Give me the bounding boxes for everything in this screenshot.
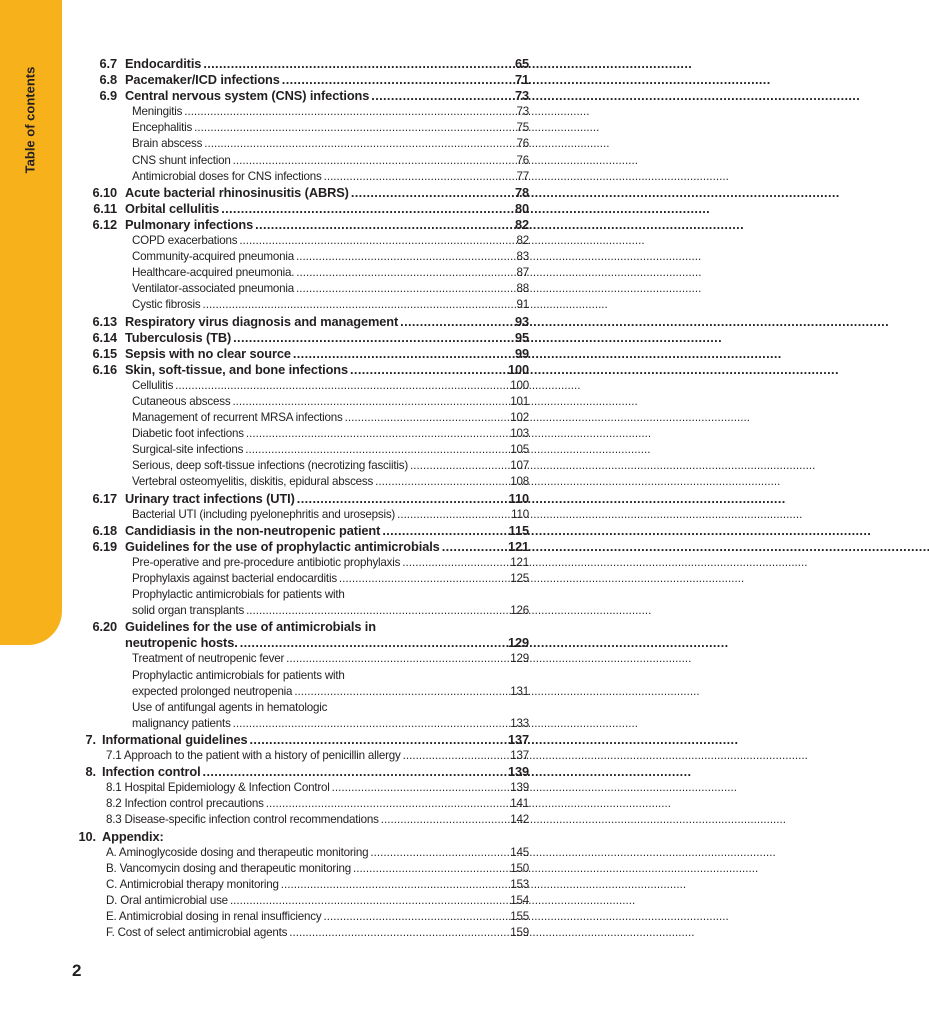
toc-entry[interactable] xyxy=(0,330,529,346)
dot-leader xyxy=(294,684,508,700)
toc-entry[interactable] xyxy=(0,281,529,297)
toc-entry[interactable] xyxy=(0,523,529,539)
toc-page-number: 107 xyxy=(510,459,529,473)
toc-entry[interactable] xyxy=(0,555,529,571)
dot-leader xyxy=(410,458,508,474)
toc-page-number: 110 xyxy=(508,490,529,506)
toc-entry-title: Healthcare-acquired pneumonia. xyxy=(132,266,295,280)
toc-page-number: 76 xyxy=(516,137,529,151)
toc-entry-title: Meningitis xyxy=(132,105,183,119)
toc-page-number: 82 xyxy=(514,216,529,232)
toc-entry[interactable] xyxy=(0,314,529,330)
toc-entry-title: Ventilator-associated pneumonia xyxy=(132,282,295,296)
toc-page-number: 102 xyxy=(510,411,529,425)
toc-page-number: 87 xyxy=(516,266,529,280)
toc-entry-title: 8.1 Hospital Epidemiology & Infection Control xyxy=(106,781,330,795)
toc-entry[interactable] xyxy=(0,426,529,442)
toc-entry[interactable] xyxy=(0,700,529,716)
toc-entry[interactable] xyxy=(0,88,529,104)
toc-entry[interactable] xyxy=(0,442,529,458)
toc-page-number: 137 xyxy=(507,731,529,747)
dot-leader xyxy=(345,410,509,426)
toc-page-number: 108 xyxy=(510,475,529,489)
dot-leader xyxy=(246,426,508,442)
toc-entry[interactable] xyxy=(0,780,529,796)
toc-entry-title: Prophylactic antimicrobials for patients with xyxy=(132,668,345,682)
toc-entry-title: Prophylaxis against bacterial endocarditis xyxy=(132,572,337,585)
toc-entry-title: Cystic fibrosis xyxy=(132,298,201,312)
toc-section-number: 6.11 xyxy=(93,200,117,216)
dot-leader xyxy=(382,523,506,539)
toc-entry-title: Treatment of neutropenic fever xyxy=(132,652,285,666)
toc-entry-title: Antimicrobial doses for CNS infections xyxy=(132,169,322,183)
toc-entry-title: C. Antimicrobial therapy monitoring xyxy=(106,877,279,891)
side-tab-label: Table of contents xyxy=(22,66,38,174)
toc-entry[interactable] xyxy=(0,764,529,780)
toc-entry-title: 7.1 Approach to the patient with a history of penicillin allergy xyxy=(106,749,401,763)
dot-leader xyxy=(403,748,509,764)
toc-entry-title: Cutaneous abscess xyxy=(132,394,231,408)
toc-page-number: 73 xyxy=(514,88,529,104)
dot-leader xyxy=(203,764,506,780)
toc-page-number: 100 xyxy=(510,378,529,392)
dot-leader xyxy=(351,185,513,201)
toc-entry[interactable] xyxy=(0,56,529,72)
toc-page-number: 77 xyxy=(516,169,529,183)
toc-entry[interactable] xyxy=(0,539,529,555)
toc-page-number: 133 xyxy=(510,716,529,730)
toc-entry[interactable] xyxy=(0,587,529,603)
toc-entry[interactable] xyxy=(0,72,529,88)
toc-entry[interactable] xyxy=(0,861,529,877)
dot-leader xyxy=(375,474,508,490)
toc-page-number: 142 xyxy=(510,813,529,827)
toc-entry[interactable] xyxy=(0,265,529,281)
toc-page-number: 76 xyxy=(516,153,529,167)
toc-entry[interactable] xyxy=(0,619,529,635)
toc-page-number: 141 xyxy=(510,797,529,811)
toc-page-number: 100 xyxy=(507,361,529,377)
dot-leader xyxy=(240,635,506,651)
toc-entry-title: Tuberculosis (TB) xyxy=(125,329,232,345)
toc-entry-title: Prophylactic antimicrobials for patients with xyxy=(132,588,345,602)
toc-section-number: 10. xyxy=(78,828,96,844)
toc-entry-title: Candidiasis in the non-neutropenic patient xyxy=(125,522,381,538)
dot-leader xyxy=(203,56,513,72)
dot-leader xyxy=(221,201,513,217)
toc-page-number: 80 xyxy=(514,200,529,216)
toc-entry-title: expected prolonged neutropenia xyxy=(132,684,293,698)
toc-page-number: 101 xyxy=(510,394,529,408)
dot-leader xyxy=(233,716,509,732)
dot-leader xyxy=(194,120,514,136)
toc-entry[interactable] xyxy=(0,169,529,185)
toc-entry[interactable] xyxy=(0,603,529,619)
toc-section-number: 6.15 xyxy=(92,345,117,361)
toc-page-number: 159 xyxy=(510,926,529,940)
toc-page-number: 82 xyxy=(516,234,529,248)
toc-page-number: 129 xyxy=(510,652,529,666)
toc-entry-title: neutropenic hosts. xyxy=(125,635,238,651)
toc-entry[interactable] xyxy=(0,201,529,217)
toc-entry[interactable] xyxy=(0,362,529,378)
dot-leader xyxy=(175,378,508,394)
toc-page-number: 110 xyxy=(511,507,529,521)
toc-entry[interactable] xyxy=(0,668,529,684)
dot-leader xyxy=(370,845,508,861)
toc-entry-title: Guidelines for the use of antimicrobials in xyxy=(125,619,376,635)
toc-entry-title: E. Antimicrobial dosing in renal insufficiency xyxy=(106,909,322,923)
toc-page-number: 129 xyxy=(507,635,529,651)
toc-page-number: 93 xyxy=(514,313,529,329)
toc-entry-title: Orbital cellulitis xyxy=(125,200,220,216)
toc-section-number: 6.20 xyxy=(92,619,117,635)
dot-leader xyxy=(332,780,509,796)
toc-page-number: 105 xyxy=(510,443,529,457)
dot-leader xyxy=(350,362,506,378)
toc-page-number: 78 xyxy=(514,184,529,200)
dot-leader xyxy=(371,88,513,104)
toc-entry-title: Guidelines for the use of prophylactic antimicrobials xyxy=(125,538,440,554)
toc-section-number: 6.13 xyxy=(92,313,117,329)
dot-leader xyxy=(203,297,515,313)
dot-leader xyxy=(245,442,508,458)
dot-leader xyxy=(402,555,508,571)
dot-leader xyxy=(184,104,514,120)
toc-entry-title: Pulmonary infections xyxy=(125,216,254,232)
toc-entry-title: Pre-operative and pre-procedure antibiotic prophylaxis xyxy=(132,555,401,569)
toc-page-number: 73 xyxy=(516,105,529,119)
toc-page-number: 115 xyxy=(508,522,529,538)
toc-page-number: 65 xyxy=(514,56,529,71)
toc-entry-title: Diabetic foot infections xyxy=(132,427,244,441)
toc-entry-title: Respiratory virus diagnosis and management xyxy=(125,313,399,329)
dot-leader xyxy=(239,233,514,249)
toc-entry-title: CNS shunt infection xyxy=(132,153,231,167)
toc-section-number: 6.16 xyxy=(92,361,117,377)
toc-entry[interactable] xyxy=(0,410,529,426)
toc-entry[interactable] xyxy=(0,394,529,410)
toc-section-number: 6.8 xyxy=(99,72,117,88)
dot-leader xyxy=(282,72,513,88)
dot-leader xyxy=(381,812,509,828)
dot-leader xyxy=(246,603,508,619)
toc-entry[interactable] xyxy=(0,233,529,249)
dot-leader xyxy=(324,169,515,185)
toc-entry[interactable] xyxy=(0,925,529,941)
toc-entry[interactable] xyxy=(0,571,529,587)
toc-page-number: 139 xyxy=(507,764,529,780)
toc-entry[interactable] xyxy=(0,378,529,394)
toc-entry[interactable] xyxy=(0,651,529,667)
toc-entry-title: Infection control xyxy=(102,764,201,780)
toc-section-number: 6.12 xyxy=(92,216,117,232)
dot-leader xyxy=(324,909,509,925)
toc-page-number: 71 xyxy=(514,72,529,88)
toc-entry[interactable] xyxy=(0,796,529,812)
dot-leader xyxy=(266,796,509,812)
dot-leader xyxy=(296,281,514,297)
toc-entry-title: Skin, soft-tissue, and bone infections xyxy=(125,361,349,377)
toc-entry[interactable] xyxy=(0,909,529,925)
toc-entry-title: Cellulitis xyxy=(132,378,174,392)
toc-entry-title: Bacterial UTI (including pyelonephritis and urosepsis) xyxy=(132,507,396,521)
toc-entry[interactable] xyxy=(0,845,529,861)
toc-entry[interactable] xyxy=(0,297,529,313)
toc-entry[interactable] xyxy=(0,748,529,764)
toc-entry-title: Central nervous system (CNS) infections xyxy=(125,88,370,104)
toc-entry-title: D. Oral antimicrobial use xyxy=(106,893,228,907)
toc-entry[interactable] xyxy=(0,491,529,507)
toc-page-number: 99 xyxy=(514,345,529,361)
toc-entry-title: Endocarditis xyxy=(125,56,202,71)
toc-page-number: 126 xyxy=(510,604,529,618)
toc-entry-title: Appendix: xyxy=(102,828,164,844)
toc-page-number: 153 xyxy=(510,877,529,891)
toc-entry-title: solid organ transplants xyxy=(132,604,245,618)
table-of-contents xyxy=(0,56,638,941)
toc-section-number: 6.10 xyxy=(92,184,117,200)
toc-page-number: 95 xyxy=(514,329,529,345)
toc-section-number: 8. xyxy=(85,764,96,780)
toc-entry-title: Serious, deep soft-tissue infections (necrotizing fasciitis) xyxy=(132,459,409,473)
dot-leader xyxy=(296,249,515,265)
toc-entry-title: Surgical-site infections xyxy=(132,443,244,457)
toc-section-number: 6.14 xyxy=(92,329,117,345)
dot-leader xyxy=(255,217,513,233)
toc-entry-title: Pacemaker/ICD infections xyxy=(125,72,280,88)
dot-leader xyxy=(339,571,508,587)
toc-entry[interactable] xyxy=(0,458,529,474)
toc-entry[interactable] xyxy=(0,635,529,651)
dot-leader xyxy=(250,732,506,748)
toc-page-number: 103 xyxy=(510,427,529,441)
toc-section-number: 6.18 xyxy=(92,522,117,538)
dot-leader xyxy=(397,507,509,523)
toc-entry-title: Management of recurrent MRSA infections xyxy=(132,411,343,425)
toc-entry-title: 8.2 Infection control precautions xyxy=(106,797,264,811)
toc-section-number: 6.9 xyxy=(99,88,117,104)
dot-leader xyxy=(297,491,507,507)
dot-leader xyxy=(233,330,513,346)
dot-leader xyxy=(204,136,514,152)
toc-page-number: 125 xyxy=(510,572,529,585)
toc-entry-title: Acute bacterial rhinosinusitis (ABRS) xyxy=(125,184,349,200)
toc-page-number: 155 xyxy=(510,909,529,923)
toc-page-number: 88 xyxy=(516,282,529,296)
toc-section-number: 7. xyxy=(85,731,96,747)
toc-entry-title: Informational guidelines xyxy=(102,731,248,747)
toc-entry-title: Urinary tract infections (UTI) xyxy=(125,490,295,506)
toc-page-number: 137 xyxy=(510,749,529,763)
toc-entry[interactable] xyxy=(0,153,529,169)
toc-page-number: 131 xyxy=(510,684,529,698)
dot-leader xyxy=(289,925,508,941)
toc-entry-title: malignancy patients xyxy=(132,716,231,730)
toc-page-number: 139 xyxy=(510,781,529,795)
toc-entry[interactable] xyxy=(0,716,529,732)
toc-page-number: 121 xyxy=(510,555,529,569)
dot-leader xyxy=(353,861,508,877)
toc-entry-title: Encephalitis xyxy=(132,121,193,135)
dot-leader xyxy=(281,877,508,893)
dot-leader xyxy=(293,346,513,362)
toc-entry-title: Community-acquired pneumonia xyxy=(132,250,294,264)
toc-entry[interactable] xyxy=(0,877,529,893)
dot-leader xyxy=(286,651,508,667)
toc-page-number: 75 xyxy=(516,121,529,135)
toc-entry[interactable] xyxy=(0,120,529,136)
toc-entry[interactable] xyxy=(0,249,529,265)
dot-leader xyxy=(400,314,513,330)
toc-section-number: 6.19 xyxy=(92,538,117,554)
toc-page-number: 121 xyxy=(507,538,529,554)
toc-entry[interactable] xyxy=(0,829,529,845)
toc-entry-title: F. Cost of select antimicrobial agents xyxy=(106,926,288,940)
dot-leader xyxy=(296,265,514,281)
toc-page-number: 83 xyxy=(516,250,529,264)
toc-section-number: 6.7 xyxy=(99,56,117,71)
toc-entry[interactable] xyxy=(0,812,529,828)
toc-entry-title: 8.3 Disease-specific infection control recommendations xyxy=(106,813,379,827)
toc-entry-title: COPD exacerbations xyxy=(132,234,238,248)
toc-entry-title: Use of antifungal agents in hematologic xyxy=(132,700,328,714)
toc-page-number: 150 xyxy=(510,861,529,875)
toc-entry-title: Sepsis with no clear source xyxy=(125,345,291,361)
toc-page-number: 145 xyxy=(510,845,529,859)
dot-leader xyxy=(230,893,508,909)
toc-entry[interactable] xyxy=(0,104,529,120)
dot-leader xyxy=(232,394,508,410)
toc-page-number: 154 xyxy=(510,893,529,907)
toc-entry[interactable] xyxy=(0,684,529,700)
page-number: 2 xyxy=(72,961,82,980)
toc-entry[interactable] xyxy=(0,732,529,748)
toc-page-number: 91 xyxy=(516,298,529,312)
toc-entry-title: A. Aminoglycoside dosing and therapeutic monitoring xyxy=(106,845,369,859)
toc-entry[interactable] xyxy=(0,217,529,233)
toc-entry-title: Brain abscess xyxy=(132,137,203,151)
toc-entry-title: B. Vancomycin dosing and therapeutic monitoring xyxy=(106,861,351,875)
toc-entry[interactable] xyxy=(0,474,529,490)
toc-entry[interactable] xyxy=(0,136,529,152)
dot-leader xyxy=(233,153,515,169)
toc-entry-title: Vertebral osteomyelitis, diskitis, epidural abscess xyxy=(132,475,374,489)
dot-leader xyxy=(442,539,506,555)
toc-entry[interactable] xyxy=(0,507,529,523)
toc-section-number: 6.17 xyxy=(92,490,117,506)
toc-entry[interactable] xyxy=(0,346,529,362)
toc-entry[interactable] xyxy=(0,185,529,201)
toc-entry[interactable] xyxy=(0,893,529,909)
